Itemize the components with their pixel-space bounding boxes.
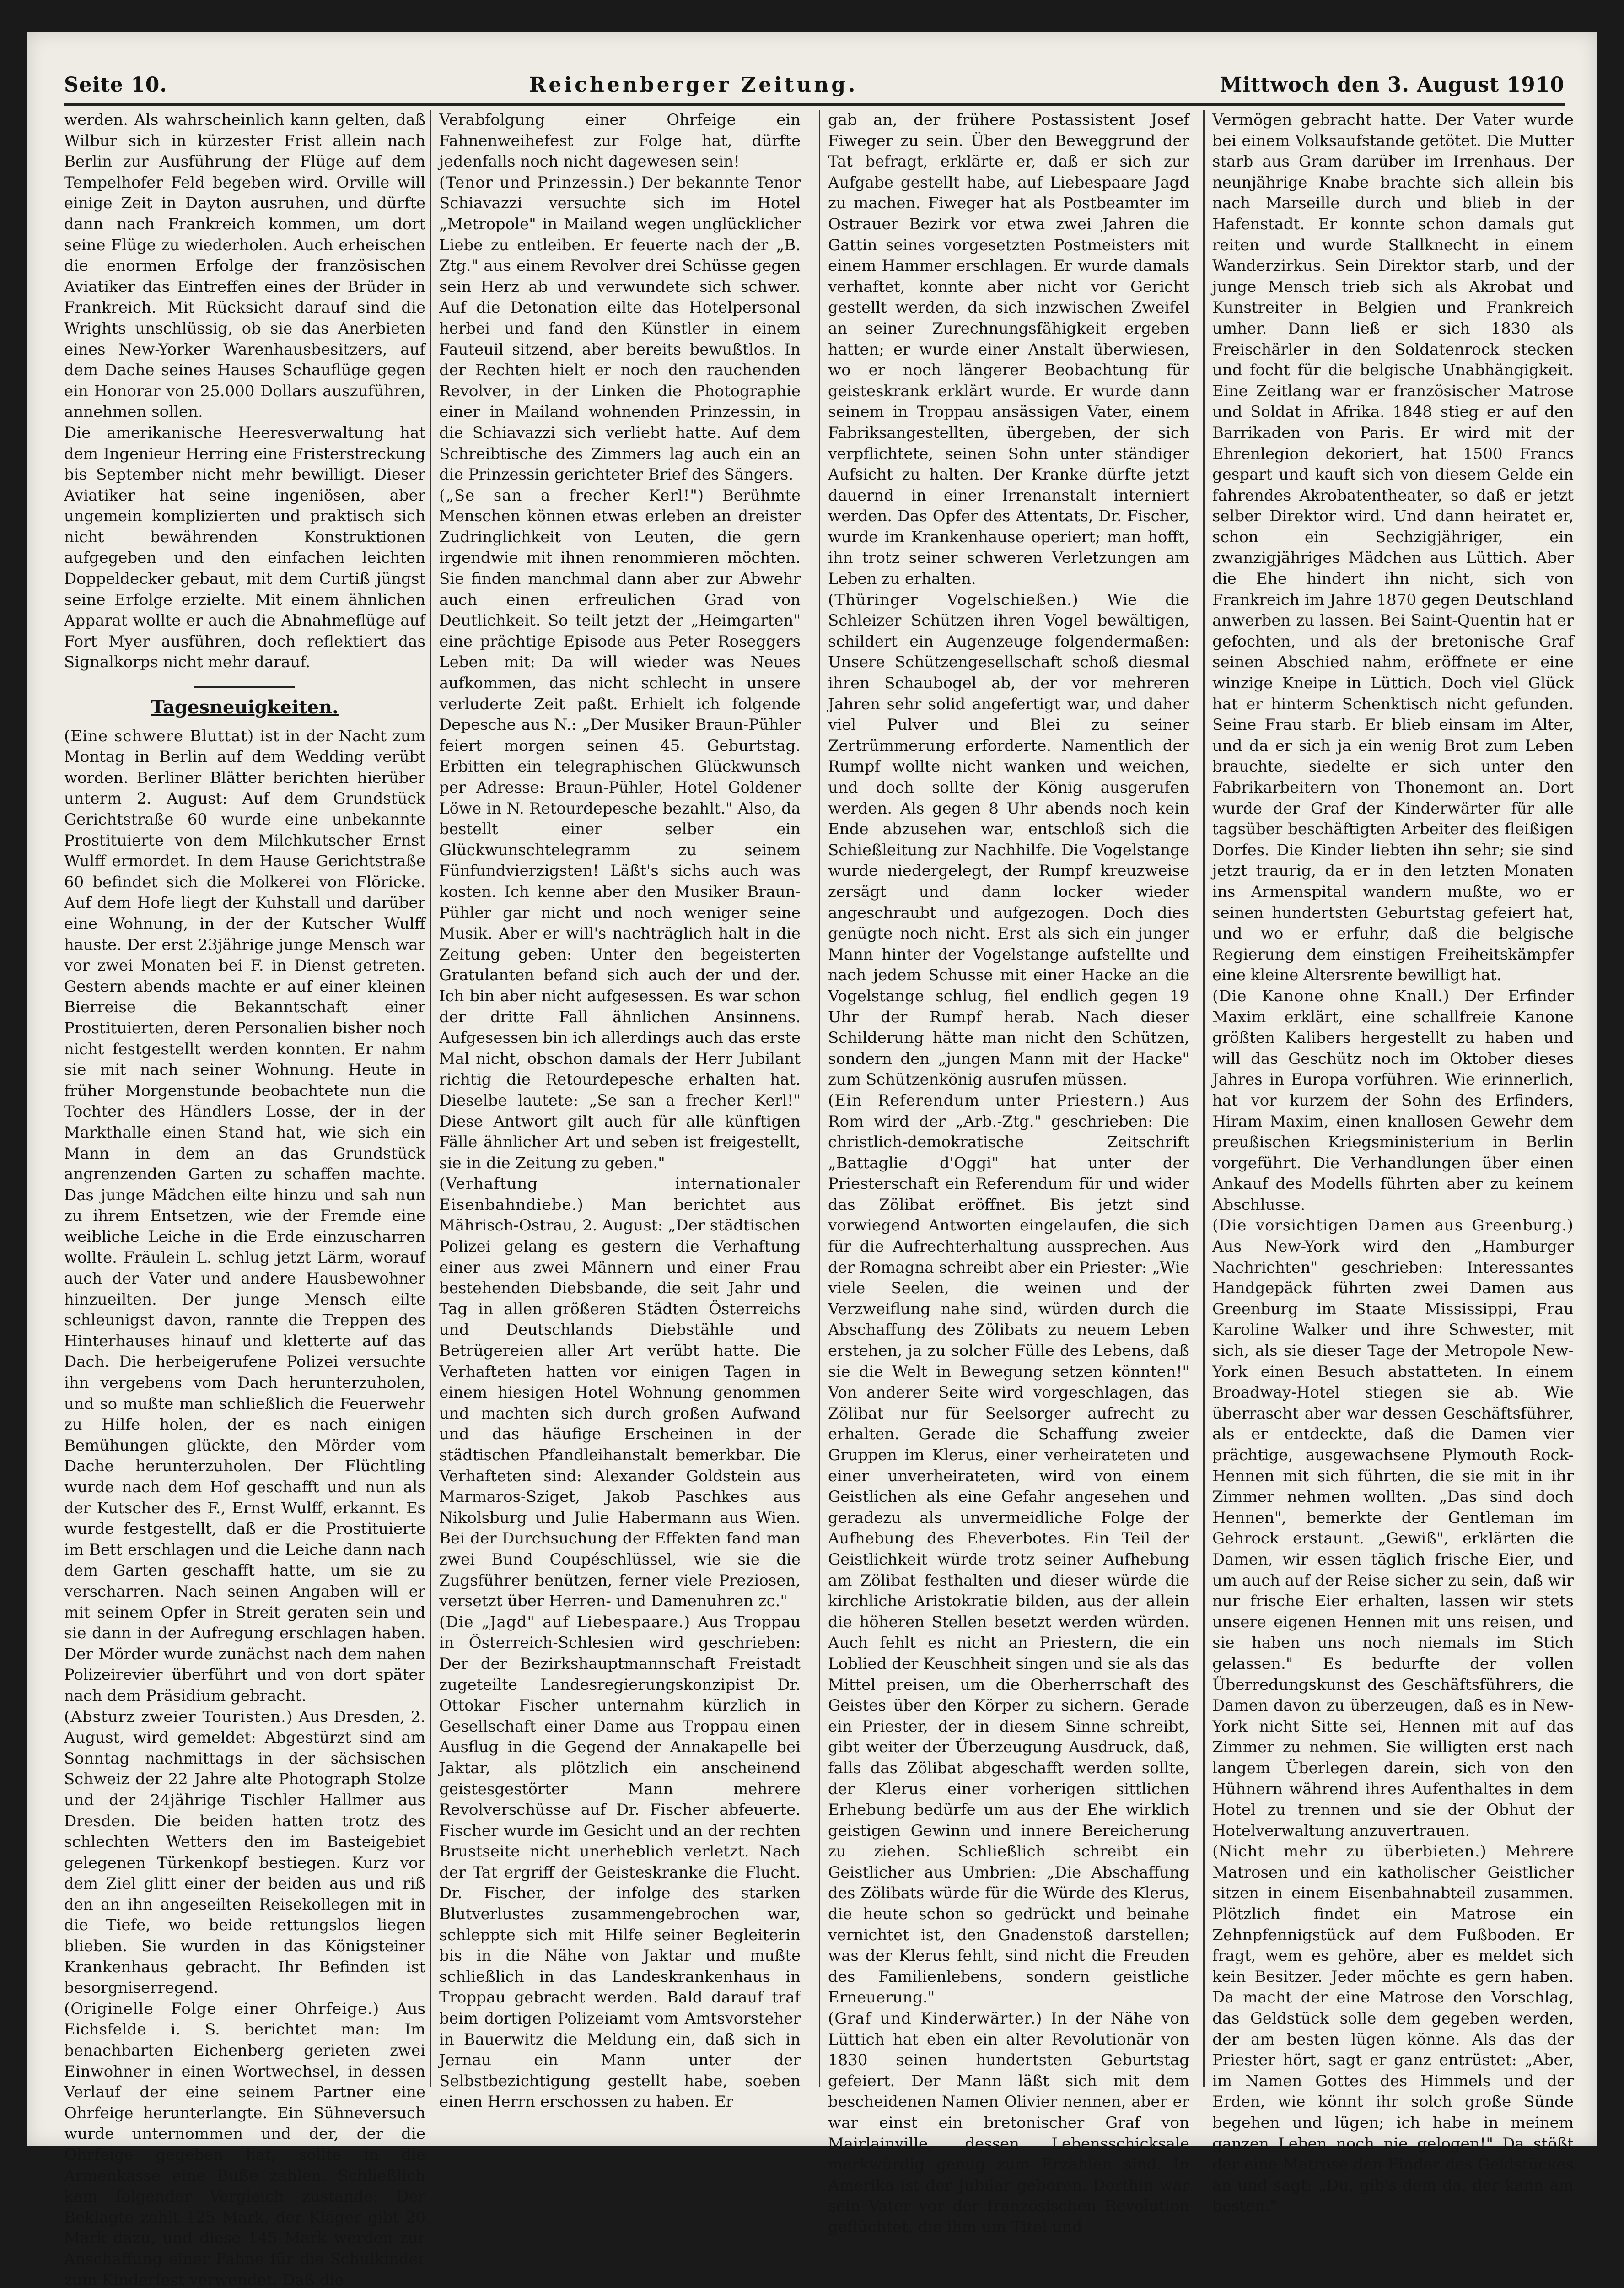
news-item	[1212, 1215, 1574, 1841]
news-item-text: ist in der Nacht zum Montag in Berlin auf dem Wedding verübt worden. Berliner Blätter berichten hierüber unterm 2. August: Auf dem Grundstück Gerichtstraße 60 wurde eine unbekannte Prostituierte von dem Milchkutscher Ernst Wulff ermordet. In dem Hause Gerichtstraße 60 befindet sich die Molkerei von Flöricke. Auf dem Hofe liegt der Kuhstall und darüber eine Wohnung, in der der Kutscher Wulff hauste. Der erst 23jährige junge Mensch war vor zwei Monaten bei F. in Dienst getreten. Gestern abends machte er auf einer kleinen Bierreise die Bekanntschaft einer Prostituierten, deren Personalien bisher noch nicht festgestellt werden konnten. Er nahm sie mit nach seiner Wohnung. Heute in früher Morgenstunde beobachtete nun die Tochter des Händlers Losse, der in der Markthalle einen Stand hat, wie sich ein Mann in dem an das Grundstück angrenzenden Garten zu schaffen machte. Das junge Mädchen eilte hinzu und sah nun zu ihrem Entsetzen, wie der Fremde eine weibliche Leiche in die Erde einzuscharren wollte. Fräulein L. schlug jetzt Lärm, worauf auch der Vater und andere Hausbewohner hinzueilten. Der junge Mensch eilte schleunigst davon, rannte die Treppen des Hinterhauses hinauf und kletterte auf das Dach. Die herbeigerufene Polizei versuchte ihn vergebens vom Dach herunterzuholen, und so mußte man schließlich die Feuerwehr zu Hilfe holen, der es nach einigen Bemühungen glückte, den Mörder vom Dache herunterzuholen. Der Flüchtling wurde nach dem Hof geschafft und nun als der Kutscher des F., Ernst Wulff, erkannt. Es wurde festgestellt, daß er die Prostituierte im Bett erschlagen und die Leiche dann nach dem Garten geschafft hatte, um sie zu verscharren. Nach seinen Angaben will er mit seinem Opfer in Streit geraten sein und sie dann in der Aufregung erschlagen haben. Der Mörder wurde zunächst nach dem nahen Polizeirevier überführt und von dort später nach dem Präsidium gebracht.	[64, 727, 425, 1705]
column-4	[1212, 110, 1574, 2216]
page-number: Seite 10.	[64, 73, 167, 97]
news-item-title: (Originelle Folge einer Ohrfeige.)	[64, 1999, 380, 2018]
issue-date: Mittwoch den 3. August 1910	[1220, 73, 1565, 97]
news-item-text: Wie die Schleizer Schützen ihren Vogel bewältigen, schildert ein Augenzeuge folgendermaßen: Unsere Schützengesellschaft schoß diesmal ihren Schaubogel ab, der vor mehreren Jahren sehr solid angefertigt war, und daher viel Pulver und Blei zu seiner Zertrümmerung erforderte. Namentlich der Rumpf wollte nicht wanken und weichen, und doch sollte der König ausgerufen werden. Als gegen 8 Uhr abends noch kein Ende abzusehen war, entschloß sich die Schießleitung zur Nachhilfe. Die Vogelstange wurde niedergelegt, der Rumpf kreuzweise zersägt und dann locker wieder angeschraubt und aufgezogen. Doch dies genügte noch nicht. Erst als sich ein junger Mann hinter der Vogelstange aufstellte und nach jedem Schusse mit einer Hacke an die Vogelstange schlug, fiel endlich gegen 19 Uhr der Rumpf herab. Nach dieser Schilderung hätte man nicht den Schützen, sondern den „jungen Mann mit der Hacke" zum Schützenkönig ausrufen müssen.	[828, 590, 1189, 1089]
news-item-text: Man berichtet aus Mährisch-Ostrau, 2. August: „Der städtischen Polizei gelang es gestern die Verhaftung einer aus zwei Männern und einer Frau bestehenden Diebsbande, die seit Jahr und Tag in allen größeren Städten Österreichs und Deutschlands Diebstähle und Betrügereien aller Art verübt hatte. Die Verhafteten hatten vor einigen Tagen in einem hiesigen Hotel Wohnung genommen und machten sich durch großen Aufwand und das häufige Erscheinen in der städtischen Pfandleihanstalt bemerkbar. Die Verhafteten sind: Alexander Goldstein aus Marmaros-Sziget, Jakob Paschkes aus Nikolsburg und Julie Habermann aus Wien. Bei der Durchsuchung der Effekten fand man zwei Bund Coupéschlüssel, wie sie die Zugsführer benützen, ferner viele Preziosen, versetzt über Herren- und Damenuhren zc."	[439, 1195, 801, 1611]
news-item-title: (Verhaftung internationaler Eisenbahndiebe.)	[439, 1175, 801, 1214]
news-item-text: Aus Dresden, 2. August, wird gemeldet: Abgestürzt sind am Sonntag nachmittags in der sächsischen Schweiz der 22 Jahre alte Photograph Stolze und der 24jährige Tischler Hallmer aus Dresden. Die beiden hatten trotz des schlechten Wetters den im Basteigebiet gelegenen Türkenkopf bestiegen. Kurz vor dem Ziel glitt einer der beiden aus und riß den an ihn angeseilten Reisekollegen mit in die Tiefe, wo beide rettungslos liegen blieben. Sie wurden in das Königsteiner Krankenhaus gebracht. Ihr Befinden ist besorgniserregend.	[64, 1707, 425, 1997]
news-item-title: (Die vorsichtigen Damen aus Greenburg.)	[1212, 1216, 1574, 1235]
news-item-text: Der Erfinder Maxim erklärt, eine schallfreie Kanone größten Kalibers hergestellt zu haben und will das Geschütz noch im Oktober dieses Jahres in Europa vorführen. Wie erinnerlich, hat vor kurzem der Sohn des Erfinders, Hiram Maxim, einen knallosen Gewehr dem preußischen Kriegsministerium in Berlin vorgeführt. Die Verhandlungen über einen Ankauf des Modells führten aber zu keinem Abschlusse.	[1212, 987, 1574, 1214]
column-divider	[430, 110, 431, 2087]
news-item-text: Aus Eichsfelde i. S. berichtet man: Im benachbarten Eichenberg gerieten zwei Einwohner in einen Wortwechsel, in dessen Verlauf der eine seinem Partner eine Ohrfeige herunterlangte. Ein Sühneversuch wurde unternommen und der, der die Ohrfeige gegeben hat, sollte in die Armenkasse eine Buße zahlen. Schließlich kam folgender Vergleich zustande: Der Beklagte zahlt 125 Mark, der Kläger gibt 20 Mark dazu, und diese 145 Mark werden zur Anschaffung einer Fahne für die Schulkinder zum Kinderfest verwendet. Daß die	[64, 1999, 425, 2288]
news-item-text: Berühmte Menschen können etwas erleben an dreister Zudringlichkeit von Leuten, die gern irgendwie mit ihnen renommieren möchten. Sie finden manchmal dann aber zur Abwehr auch einen erfreulichen Grad von Deutlichkeit. So teilt jetzt der „Heimgarten" eine prächtige Episode aus Peter Roseggers Leben mit: Da will wieder was Neues aufkommen, das nicht schlecht in unsere verluderte Zeit paßt. Erhielt ich folgende Depesche aus N.: „Der Musiker Braun-Pühler feiert morgen seinen 45. Geburtstag. Erbitten ein telegraphischen Glückwunsch per Adresse: Braun-Pühler, Hotel Goldener Löwe in N. Retourdepesche bezahlt." Also, da bestellt einer selber ein Glückwunschtelegramm zu seinem Fünfundvierzigsten! Läßt's sichs auch was kosten. Ich kenne aber den Musiker Braun-Pühler gar nicht und noch weniger seine Musik. Aber er will's nachträglich halt in die Zeitung geben: Unter den begeisterten Gratulanten befand sich auch der und der. Ich bin aber nicht aufgesessen. Es war schon der dritte Fall ähnlichen Ansinnens. Aufgesessen bin ich allerdings auch das erste Mal nicht, obschon damals der Herr Jubilant richtig die Retourdepesche erhalten hat. Dieselbe lautete: „Se san a frecher Kerl!" Diese Antwort gilt auch für alle künftigen Fälle ähnlicher Art und seben ist freigestellt, sie in die Zeitung zu geben."	[439, 486, 801, 1172]
news-item	[64, 726, 425, 1707]
news-item-title: (Graf und Kinderwärter.)	[828, 2009, 1043, 2028]
article-text: gab an, der frühere Postassistent Josef Fiweger zu sein. Über den Beweggrund der Tat befragt, erklärte er, daß er sich zur Aufgabe gestellt habe, auf Liebespaare Jagd zu machen. Fiweger hat als Postbeamter im Ostrauer Bezirk vor etwa zwei Jahren die Gattin seines vorgesetzten Postmeisters mit einem Hammer erschlagen. Er wurde damals verhaftet, konnte aber nicht vor Gericht gestellt werden, da sich inzwischen Zweifel an seiner Zurechnungsfähigkeit ergeben hatten; er wurde einer Anstalt überwiesen, wo er noch längerer Beobachtung für geisteskrank erklärt wurde. Er wurde dann seinem in Troppau ansässigen Vater, einem Fabriksangestellten, übergeben, der sich verpflichtete, seinen Sohn unter ständiger Aufsicht zu halten. Der Kranke dürfte jetzt dauernd in einer Irrenanstalt interniert werden. Das Opfer des Attentats, Dr. Fischer, wurde im Krankenhause operiert; man hofft, ihn trotz seiner schweren Verletzungen am Leben zu erhalten.	[828, 111, 1189, 588]
news-item-title: (Tenor und Prinzessin.)	[439, 173, 635, 192]
masthead: Reichenberger Zeitung.	[529, 73, 858, 97]
column-3	[828, 110, 1189, 2236]
news-item-title: (Die Kanone ohne Knall.)	[1212, 987, 1450, 1005]
news-item	[439, 486, 801, 1174]
news-item	[828, 2008, 1189, 2238]
news-item	[1212, 1841, 1574, 2217]
section-heading: Tagesneuigkeiten.	[151, 696, 339, 718]
news-item-text: Aus Troppau in Österreich-Schlesien wird geschrieben: Der der Bezirkshauptmannschaft Freistadt zugeteilte Landesregierungskonzipist Dr. Ottokar Fischer unternahm kürzlich in Gesellschaft einer Dame aus Troppau einen Ausflug in die Gegend der Annakapelle bei Jaktar, als plötzlich ein anscheinend geistesgestörter Mann mehrere Revolverschüsse auf Dr. Fischer abfeuerte. Fischer wurde im Gesicht und an der rechten Brustseite nicht unerheblich verletzt. Nach der Tat ergriff der Geisteskranke die Flucht. Dr. Fischer, der infolge des starken Blutverlustes zusammengebrochen war, schleppte sich mit Hilfe seiner Begleiterin bis in die Nähe von Jaktar und mußte schließlich in das Landeskrankenhaus in Troppau gebracht werden. Bald darauf traf beim dortigen Polizeiamt vom Amtsvorsteher in Bauerwitz die Meldung ein, daß sich in Jernau ein Mann unter der Selbstbezichtigung gestellt habe, soeben einen Herrn erschossen zu haben. Er	[439, 1613, 801, 2111]
news-item	[439, 173, 801, 486]
article-text: Die amerikanische Heeresverwaltung hat dem Ingenieur Herring eine Fristerstreckung bis September nicht mehr bewilligt. Dieser Aviatiker hat seine ingeniösen, aber ungemein komplizierten und praktisch sich nicht bewährenden Konstruktionen aufgegeben und den einfachen leichten Doppeldecker gebaut, mit dem Curtiß jüngst seine Erfolge erzielte. Mit einem ähnlichen Apparat wollte er auch die Abnahmeflüge auf Fort Myer ausführen, doch reflektiert das Signalkorps nicht mehr darauf.	[64, 423, 425, 672]
column-1	[64, 110, 425, 2288]
news-item-title: (Thüringer Vogelschießen.)	[828, 590, 1079, 609]
column-2	[439, 110, 801, 2111]
news-item-text: Mehrere Matrosen und ein katholischer Geistlicher sitzen in einem Eisenbahnabteil zusammen. Plötzlich findet ein Matrose ein Zehnpfennigstück auf dem Fußboden. Er fragt, wem es gehöre, aber es meldet sich kein Besitzer. Jeder möchte es gern haben. Da macht der eine Matrose den Vorschlag, das Geldstück solle dem gegeben werden, der am besten lügen könne. Als das der Priester hört, sagt er ganz entrüstet: „Aber, im Namen Gottes des Himmels und der Erden, wie könnt ihr solch große Sünde begehen und lügen; ich habe in meinem ganzen Leben noch nie gelogen!" Da stößt der eine Matrose den Finder des Geldstückes an und sagt: „Du, gib's dem da, der kann am besten."	[1212, 1842, 1574, 2216]
news-item	[64, 1999, 425, 2288]
article-text: Vermögen gebracht hatte. Der Vater wurde bei einem Volksaufstande getötet. Die Mutter starb aus Gram darüber im Irrenhaus. Der neunjährige Knabe brachte sich allein bis nach Marseille durch und blieb in der Hafenstadt. Er konnte schon damals gut reiten und wurde Stallknecht in einem Wanderzirkus. Sein Direktor starb, und der junge Mensch trieb sich als Akrobat und Kunstreiter in Belgien und Frankreich umher. Dann ließ er sich 1830 als Freischärler in den Soldatenrock stecken und focht für die belgische Unabhängigkeit. Eine Zeitlang war er französischer Matrose und Soldat in Afrika. 1848 stieg er auf den Barrikaden von Paris. Er wird mit der Ehrenlegion dekoriert, hat 1500 Francs gespart und kauft sich von diesem Gelde ein fahrendes Akrobatentheater, so daß er jetzt selber Direktor wird. Und dann heiratet er, schon ein Sechzigjähriger, ein zwanzigjähriges Mädchen aus Lüttich. Aber die Ehe hindert ihn nicht, sich von Frankreich im Jahre 1870 gegen Deutschland anwerben zu lassen. Bei Saint-Quentin hat er gefochten, und als der bretonische Graf seinen Abschied nahm, eröffnete er eine winzige Kneipe in Lüttich. Doch viel Glück hat er hinterm Schenktisch nicht gefunden. Seine Frau starb. Er blieb einsam im Alter, und da er sich ja ein wenig Brot zum Leben brauchte, siedelte er sich unter den Fabrikarbeitern von Thonemont an. Dort wurde der Graf der Kinderwärter für alle tagsüber beschäftigten Arbeiter des fleißigen Dorfes. Die Kinder liebten ihn sehr; sie sind jetzt traurig, da er in den letzten Monaten ins Armenspital wandern mußte, wo er seinen hundertsten Geburtstag gefeiert hat, und wo er erfuhr, daß die belgische Regierung dem einstigen Freiheitskämpfer eine kleine Altersrente bewilligt hat.	[1212, 111, 1574, 985]
news-item	[439, 1174, 801, 1612]
news-item-text: In der Nähe von Lüttich hat eben ein alter Revolutionär von 1830 seinen hundertsten Geburtstag gefeiert. Der Mann läßt sich mit dem bescheidenen Namen Olivier nennen, aber er war einst ein bretonischer Graf von Mairlainville, dessen Lebensschicksale merkwürdig genug zum Erzählen sind. In Amerika ist der Jubilar geboren. Dorthin war sein Vater vor der französischen Revolution geflüchtet, die ihm um Titel und	[828, 2009, 1189, 2236]
news-item-title: (Absturz zweier Touristen.)	[64, 1707, 293, 1726]
article-text: werden. Als wahrscheinlich kann gelten, daß Wilbur sich in kürzester Frist allein nach Berlin zur Ausführung der Flüge auf dem Tempelhofer Feld begeben wird. Orville will einige Zeit in Dayton ausruhen, und dürfte dann nach Frankreich kommen, um dort seine Flüge zu wiederholen. Auch erheischen die enormen Erfolge der französischen Aviatiker das Eintreffen eines der Brüder in Frankreich. Mit Rücksicht darauf sind die Wrights unschlüssig, ob sie das Anerbieten eines New-Yorker Warenhausbesitzers, auf dem Dache seines Hauses Schauflüge gegen ein Honorar von 25.000 Dollars auszuführen, annehmen sollen.	[64, 111, 425, 421]
column-divider	[819, 110, 820, 2087]
news-item-title: (Nicht mehr zu überbieten.)	[1212, 1842, 1487, 1861]
article-text: Verabfolgung einer Ohrfeige ein Fahnenweihefest zur Folge hat, dürfte jedenfalls noch nicht dagewesen sein!	[439, 111, 801, 171]
header-rule	[64, 103, 1565, 106]
news-item-title: (Eine schwere Bluttat)	[64, 727, 254, 745]
news-item	[828, 1090, 1189, 2008]
news-item	[828, 590, 1189, 1090]
news-item-text: Aus Rom wird der „Arb.-Ztg." geschrieben: Die christlich-demokratische Zeitschrift „Battaglie d'Oggi" hat unter der Priesterschaft ein Referendum für und wider das Zölibat eröffnet. Bis jetzt sind vorwiegend Antworten eingelaufen, die sich für die Aufrechterhaltung aussprechen. Aus der Romagna schreibt aber ein Priester: „Wie viele Seelen, die weinen und der Verzweiflung nahe sind, würden durch die Abschaffung des Zölibats zu neuem Leben erstehen, ja zu solcher Fülle des Lebens, daß sie die Welt in Bewegung setzen könnten!" Von anderer Seite wird vorgeschlagen, das Zölibat nur für Seelsorger aufrecht zu erhalten. Gerade die Schaffung zweier Gruppen im Klerus, einer verheirateten und einer unverheirateten, wird von einem Geistlichen als eine Gefahr angesehen und geradezu als unvermeidliche Folge der Aufhebung des Eheverbotes. Ein Teil der Geistlichkeit würde trotz seiner Aufhebung am Zölibat festhalten und dieser würde die kirchliche Aristokratie bilden, aus der allein die höheren Stellen besetzt werden würden. Auch fehlt es nicht an Priestern, die ein Loblied der Keuschheit singen und sie als das Mittel preisen, um die Oberherrschaft des Geistes über den Körper zu sichern. Gerade ein Priester, der in diesem Sinne schreibt, gibt weiter der Überzeugung Ausdruck, daß, falls das Zölibat abgeschafft werden sollte, der Klerus einer vorherigen sittlichen Erhebung bedürfe um aus der Ehe wirklich geistigen Gewinn und innere Bereicherung zu ziehen. Schließlich schreibt ein Geistlicher aus Umbrien: „Die Abschaffung des Zölibats würde für die Würde des Klerus, die heute schon so gedrückt und beinahe vernichtet ist, den Gnadenstoß darstellen; was der Klerus fehlt, sind nicht die Freuden des Familienlebens, sondern geistliche Erneuerung."	[828, 1091, 1189, 2007]
news-item-text: Aus New-York wird den „Hamburger Nachrichten" geschrieben: Interessantes Handgepäck führten zwei Damen aus Greenburg im Staate Mississippi, Frau Karoline Walker und ihre Schwester, mit sich, als sie dieser Tage der Metropole New-York einen Besuch abstatteten. In einem Broadway-Hotel stiegen sie ab. Wie überrascht aber war dessen Geschäftsführer, als er entdeckte, daß die Damen vier prächtige, ausgewachsene Plymouth Rock-Hennen mit sich führten, die sie mit in ihr Zimmer nehmen wollten. „Das sind doch Hennen", bemerkte der Gentleman im Gehrock erstaunt. „Gewiß", erklärten die Damen, wir essen täglich frische Eier, und um auch auf der Reise sicher zu sein, daß wir nur frische Eier erhalten, lassen wir stets unsere eigenen Hennen mit uns reisen, und sie haben uns noch niemals im Stich gelassen." Es bedurfte der vollen Überredungskunst des Geschäftsführers, die Damen davon zu überzeugen, daß es in New-York nicht Sitte sei, Hennen mit auf das Zimmer zu nehmen. Sie willigten erst nach langem Überlegen darein, sich von den Hühnern während ihres Aufenthaltes in dem Hotel zu trennen und sie der Obhut der Hotelverwaltung anzuvertrauen.	[1212, 1237, 1574, 1840]
page-header	[64, 69, 1565, 101]
news-item	[439, 1612, 801, 2113]
news-item-title: (Die „Jagd" auf Liebespaare.)	[439, 1613, 691, 1631]
news-item-title: („Se san a frecher Kerl!")	[439, 486, 704, 505]
column-divider	[1203, 110, 1205, 2087]
news-item	[64, 1707, 425, 1999]
news-item-text: Der bekannte Tenor Schiavazzi versuchte sich im Hotel „Metropole" in Mailand wegen unglücklicher Liebe zu entleiben. Er feuerte nach der „B. Ztg." aus einem Revolver drei Schüsse gegen sein Herz ab und verwundete sich schwer. Auf die Detonation eilte das Hotelpersonal herbei und fand den Künstler in einem Fauteuil sitzend, aber bereits bewußtlos. In der Rechten hielt er noch den rauchenden Revolver, in der Linken die Photographie einer in Mailand wohnenden Prinzessin, in die Schiavazzi sich verliebt hatte. Auf dem Schreibtische des Zimmers lag auch ein an die Prinzessin gerichteter Brief des Sängers.	[439, 173, 801, 484]
news-item	[1212, 986, 1574, 1216]
news-item-title: (Ein Referendum unter Priestern.)	[828, 1091, 1145, 1110]
section-rule	[194, 686, 295, 688]
